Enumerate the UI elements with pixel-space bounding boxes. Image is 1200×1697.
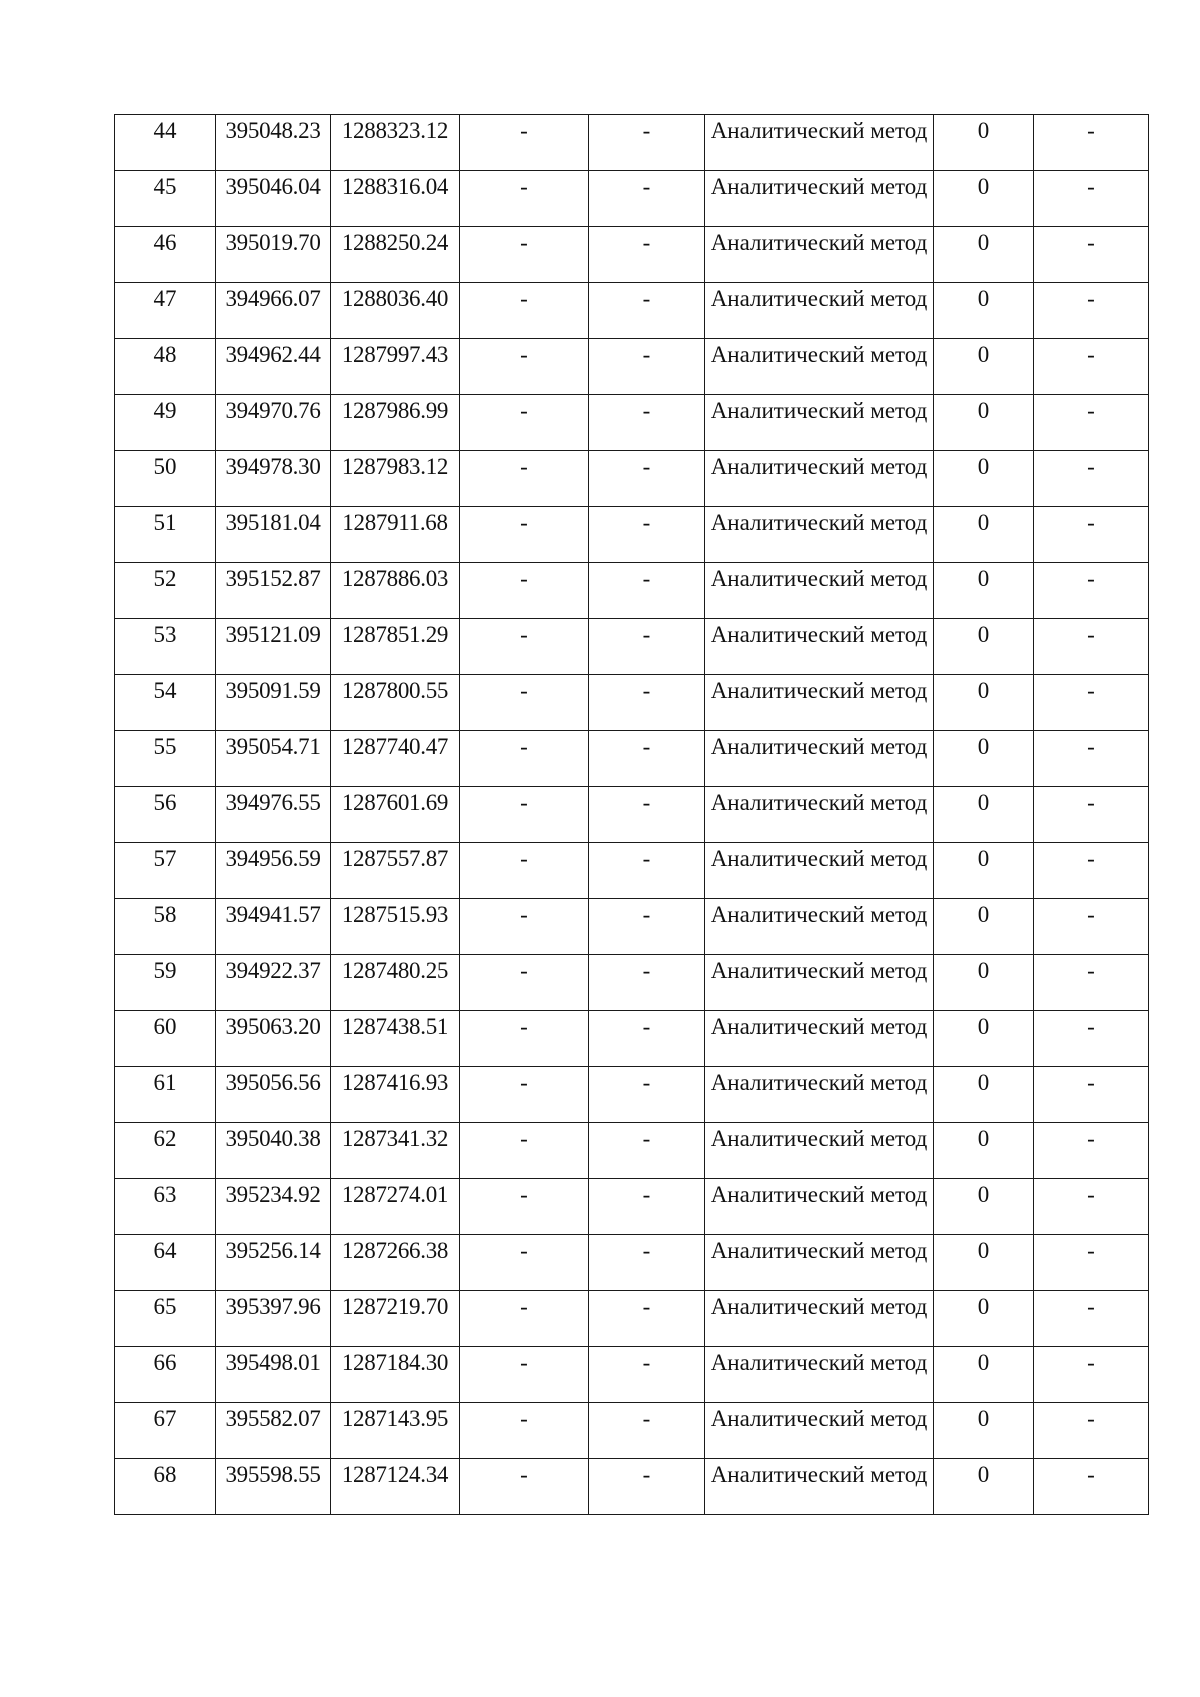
column-5-cell: - — [589, 1123, 705, 1179]
method-cell: Аналитический метод — [705, 619, 934, 675]
point-number-cell: 53 — [115, 619, 216, 675]
column-5-cell: - — [589, 1347, 705, 1403]
accuracy-cell: 0 — [934, 1123, 1034, 1179]
column-8-cell: - — [1034, 1291, 1149, 1347]
column-8-cell: - — [1034, 507, 1149, 563]
accuracy-cell: 0 — [934, 1011, 1034, 1067]
x-coordinate-cell: 395234.92 — [216, 1179, 331, 1235]
column-4-cell: - — [460, 1067, 589, 1123]
column-5-cell: - — [589, 843, 705, 899]
point-number-cell: 55 — [115, 731, 216, 787]
x-coordinate-cell: 395040.38 — [216, 1123, 331, 1179]
column-8-cell: - — [1034, 283, 1149, 339]
table-row — [115, 1291, 1149, 1347]
column-5-cell: - — [589, 899, 705, 955]
column-4-cell: - — [460, 115, 589, 171]
method-cell: Аналитический метод — [705, 1067, 934, 1123]
column-4-cell: - — [460, 675, 589, 731]
column-4-cell: - — [460, 787, 589, 843]
column-8-cell: - — [1034, 1235, 1149, 1291]
accuracy-cell: 0 — [934, 1179, 1034, 1235]
column-4-cell: - — [460, 451, 589, 507]
x-coordinate-cell: 394966.07 — [216, 283, 331, 339]
table-row — [115, 395, 1149, 451]
y-coordinate-cell: 1287911.68 — [331, 507, 460, 563]
method-cell: Аналитический метод — [705, 451, 934, 507]
table-row — [115, 731, 1149, 787]
column-8-cell: - — [1034, 1347, 1149, 1403]
column-5-cell: - — [589, 1291, 705, 1347]
point-number-cell: 57 — [115, 843, 216, 899]
x-coordinate-cell: 395256.14 — [216, 1235, 331, 1291]
table-row — [115, 1347, 1149, 1403]
column-4-cell: - — [460, 171, 589, 227]
column-8-cell: - — [1034, 1011, 1149, 1067]
accuracy-cell: 0 — [934, 1459, 1034, 1515]
column-5-cell: - — [589, 1067, 705, 1123]
method-cell: Аналитический метод — [705, 1179, 934, 1235]
y-coordinate-cell: 1287143.95 — [331, 1403, 460, 1459]
table-row — [115, 955, 1149, 1011]
y-coordinate-cell: 1287800.55 — [331, 675, 460, 731]
x-coordinate-cell: 395598.55 — [216, 1459, 331, 1515]
accuracy-cell: 0 — [934, 1403, 1034, 1459]
column-5-cell: - — [589, 955, 705, 1011]
method-cell: Аналитический метод — [705, 283, 934, 339]
method-cell: Аналитический метод — [705, 1459, 934, 1515]
column-8-cell: - — [1034, 675, 1149, 731]
column-8-cell: - — [1034, 955, 1149, 1011]
point-number-cell: 54 — [115, 675, 216, 731]
method-cell: Аналитический метод — [705, 787, 934, 843]
y-coordinate-cell: 1287480.25 — [331, 955, 460, 1011]
x-coordinate-cell: 394976.55 — [216, 787, 331, 843]
y-coordinate-cell: 1287184.30 — [331, 1347, 460, 1403]
method-cell: Аналитический метод — [705, 171, 934, 227]
method-cell: Аналитический метод — [705, 1347, 934, 1403]
y-coordinate-cell: 1288316.04 — [331, 171, 460, 227]
point-number-cell: 66 — [115, 1347, 216, 1403]
column-5-cell: - — [589, 1235, 705, 1291]
point-number-cell: 50 — [115, 451, 216, 507]
table-row — [115, 563, 1149, 619]
y-coordinate-cell: 1287886.03 — [331, 563, 460, 619]
y-coordinate-cell: 1288036.40 — [331, 283, 460, 339]
column-8-cell: - — [1034, 1459, 1149, 1515]
y-coordinate-cell: 1287557.87 — [331, 843, 460, 899]
table-row — [115, 675, 1149, 731]
column-5-cell: - — [589, 1011, 705, 1067]
method-cell: Аналитический метод — [705, 115, 934, 171]
point-number-cell: 68 — [115, 1459, 216, 1515]
table-row — [115, 1011, 1149, 1067]
point-number-cell: 65 — [115, 1291, 216, 1347]
column-4-cell: - — [460, 227, 589, 283]
x-coordinate-cell: 395091.59 — [216, 675, 331, 731]
point-number-cell: 47 — [115, 283, 216, 339]
table-row — [115, 619, 1149, 675]
column-4-cell: - — [460, 283, 589, 339]
accuracy-cell: 0 — [934, 563, 1034, 619]
x-coordinate-cell: 395152.87 — [216, 563, 331, 619]
y-coordinate-cell: 1287341.32 — [331, 1123, 460, 1179]
accuracy-cell: 0 — [934, 283, 1034, 339]
y-coordinate-cell: 1287740.47 — [331, 731, 460, 787]
coordinates-table — [114, 114, 1149, 1515]
column-4-cell: - — [460, 1347, 589, 1403]
column-5-cell: - — [589, 1179, 705, 1235]
table-row — [115, 1179, 1149, 1235]
method-cell: Аналитический метод — [705, 227, 934, 283]
accuracy-cell: 0 — [934, 451, 1034, 507]
column-4-cell: - — [460, 1459, 589, 1515]
table-row — [115, 787, 1149, 843]
point-number-cell: 62 — [115, 1123, 216, 1179]
x-coordinate-cell: 395582.07 — [216, 1403, 331, 1459]
column-8-cell: - — [1034, 395, 1149, 451]
point-number-cell: 58 — [115, 899, 216, 955]
table-row — [115, 1067, 1149, 1123]
table-row — [115, 115, 1149, 171]
method-cell: Аналитический метод — [705, 1291, 934, 1347]
point-number-cell: 63 — [115, 1179, 216, 1235]
point-number-cell: 51 — [115, 507, 216, 563]
column-4-cell: - — [460, 899, 589, 955]
y-coordinate-cell: 1287983.12 — [331, 451, 460, 507]
table-row — [115, 283, 1149, 339]
column-5-cell: - — [589, 507, 705, 563]
point-number-cell: 48 — [115, 339, 216, 395]
column-4-cell: - — [460, 619, 589, 675]
accuracy-cell: 0 — [934, 1347, 1034, 1403]
y-coordinate-cell: 1287416.93 — [331, 1067, 460, 1123]
method-cell: Аналитический метод — [705, 563, 934, 619]
column-5-cell: - — [589, 283, 705, 339]
accuracy-cell: 0 — [934, 115, 1034, 171]
column-5-cell: - — [589, 451, 705, 507]
x-coordinate-cell: 395048.23 — [216, 115, 331, 171]
column-5-cell: - — [589, 563, 705, 619]
column-4-cell: - — [460, 1235, 589, 1291]
x-coordinate-cell: 395019.70 — [216, 227, 331, 283]
table-body — [115, 115, 1149, 1515]
point-number-cell: 49 — [115, 395, 216, 451]
point-number-cell: 46 — [115, 227, 216, 283]
column-5-cell: - — [589, 619, 705, 675]
x-coordinate-cell: 394962.44 — [216, 339, 331, 395]
x-coordinate-cell: 394956.59 — [216, 843, 331, 899]
column-4-cell: - — [460, 731, 589, 787]
column-5-cell: - — [589, 227, 705, 283]
x-coordinate-cell: 395498.01 — [216, 1347, 331, 1403]
x-coordinate-cell: 395046.04 — [216, 171, 331, 227]
table-row — [115, 339, 1149, 395]
x-coordinate-cell: 394922.37 — [216, 955, 331, 1011]
accuracy-cell: 0 — [934, 675, 1034, 731]
accuracy-cell: 0 — [934, 899, 1034, 955]
method-cell: Аналитический метод — [705, 843, 934, 899]
y-coordinate-cell: 1287219.70 — [331, 1291, 460, 1347]
column-4-cell: - — [460, 563, 589, 619]
y-coordinate-cell: 1287274.01 — [331, 1179, 460, 1235]
y-coordinate-cell: 1287997.43 — [331, 339, 460, 395]
column-4-cell: - — [460, 339, 589, 395]
column-5-cell: - — [589, 1403, 705, 1459]
accuracy-cell: 0 — [934, 1067, 1034, 1123]
point-number-cell: 60 — [115, 1011, 216, 1067]
x-coordinate-cell: 394970.76 — [216, 395, 331, 451]
point-number-cell: 59 — [115, 955, 216, 1011]
column-4-cell: - — [460, 843, 589, 899]
column-8-cell: - — [1034, 171, 1149, 227]
table-row — [115, 1459, 1149, 1515]
point-number-cell: 44 — [115, 115, 216, 171]
x-coordinate-cell: 395054.71 — [216, 731, 331, 787]
y-coordinate-cell: 1287266.38 — [331, 1235, 460, 1291]
x-coordinate-cell: 394941.57 — [216, 899, 331, 955]
accuracy-cell: 0 — [934, 171, 1034, 227]
x-coordinate-cell: 395063.20 — [216, 1011, 331, 1067]
column-8-cell: - — [1034, 339, 1149, 395]
column-8-cell: - — [1034, 227, 1149, 283]
column-5-cell: - — [589, 395, 705, 451]
point-number-cell: 56 — [115, 787, 216, 843]
accuracy-cell: 0 — [934, 955, 1034, 1011]
accuracy-cell: 0 — [934, 395, 1034, 451]
point-number-cell: 45 — [115, 171, 216, 227]
method-cell: Аналитический метод — [705, 395, 934, 451]
accuracy-cell: 0 — [934, 1235, 1034, 1291]
column-5-cell: - — [589, 787, 705, 843]
method-cell: Аналитический метод — [705, 1123, 934, 1179]
column-8-cell: - — [1034, 115, 1149, 171]
column-4-cell: - — [460, 1123, 589, 1179]
x-coordinate-cell: 395397.96 — [216, 1291, 331, 1347]
accuracy-cell: 0 — [934, 843, 1034, 899]
method-cell: Аналитический метод — [705, 339, 934, 395]
y-coordinate-cell: 1287851.29 — [331, 619, 460, 675]
y-coordinate-cell: 1288250.24 — [331, 227, 460, 283]
column-8-cell: - — [1034, 1403, 1149, 1459]
method-cell: Аналитический метод — [705, 955, 934, 1011]
column-8-cell: - — [1034, 899, 1149, 955]
column-5-cell: - — [589, 339, 705, 395]
column-5-cell: - — [589, 675, 705, 731]
y-coordinate-cell: 1287986.99 — [331, 395, 460, 451]
column-8-cell: - — [1034, 843, 1149, 899]
method-cell: Аналитический метод — [705, 899, 934, 955]
table-row — [115, 171, 1149, 227]
column-4-cell: - — [460, 955, 589, 1011]
accuracy-cell: 0 — [934, 1291, 1034, 1347]
column-4-cell: - — [460, 1011, 589, 1067]
accuracy-cell: 0 — [934, 339, 1034, 395]
table-row — [115, 451, 1149, 507]
table-row — [115, 1403, 1149, 1459]
table-row — [115, 899, 1149, 955]
point-number-cell: 64 — [115, 1235, 216, 1291]
column-8-cell: - — [1034, 1179, 1149, 1235]
accuracy-cell: 0 — [934, 507, 1034, 563]
accuracy-cell: 0 — [934, 731, 1034, 787]
column-8-cell: - — [1034, 619, 1149, 675]
x-coordinate-cell: 394978.30 — [216, 451, 331, 507]
column-8-cell: - — [1034, 563, 1149, 619]
method-cell: Аналитический метод — [705, 1235, 934, 1291]
point-number-cell: 52 — [115, 563, 216, 619]
x-coordinate-cell: 395056.56 — [216, 1067, 331, 1123]
table-row — [115, 1235, 1149, 1291]
column-8-cell: - — [1034, 731, 1149, 787]
method-cell: Аналитический метод — [705, 507, 934, 563]
table-row — [115, 507, 1149, 563]
y-coordinate-cell: 1287515.93 — [331, 899, 460, 955]
accuracy-cell: 0 — [934, 619, 1034, 675]
point-number-cell: 61 — [115, 1067, 216, 1123]
column-8-cell: - — [1034, 1123, 1149, 1179]
table-row — [115, 843, 1149, 899]
column-4-cell: - — [460, 1403, 589, 1459]
x-coordinate-cell: 395121.09 — [216, 619, 331, 675]
method-cell: Аналитический метод — [705, 1403, 934, 1459]
column-5-cell: - — [589, 115, 705, 171]
table-row — [115, 227, 1149, 283]
column-8-cell: - — [1034, 787, 1149, 843]
column-5-cell: - — [589, 731, 705, 787]
y-coordinate-cell: 1287601.69 — [331, 787, 460, 843]
y-coordinate-cell: 1287124.34 — [331, 1459, 460, 1515]
column-4-cell: - — [460, 395, 589, 451]
x-coordinate-cell: 395181.04 — [216, 507, 331, 563]
table-row — [115, 1123, 1149, 1179]
column-4-cell: - — [460, 1179, 589, 1235]
column-8-cell: - — [1034, 451, 1149, 507]
column-8-cell: - — [1034, 1067, 1149, 1123]
accuracy-cell: 0 — [934, 227, 1034, 283]
y-coordinate-cell: 1288323.12 — [331, 115, 460, 171]
method-cell: Аналитический метод — [705, 675, 934, 731]
column-5-cell: - — [589, 1459, 705, 1515]
column-4-cell: - — [460, 1291, 589, 1347]
point-number-cell: 67 — [115, 1403, 216, 1459]
column-5-cell: - — [589, 171, 705, 227]
accuracy-cell: 0 — [934, 787, 1034, 843]
y-coordinate-cell: 1287438.51 — [331, 1011, 460, 1067]
method-cell: Аналитический метод — [705, 1011, 934, 1067]
column-4-cell: - — [460, 507, 589, 563]
method-cell: Аналитический метод — [705, 731, 934, 787]
